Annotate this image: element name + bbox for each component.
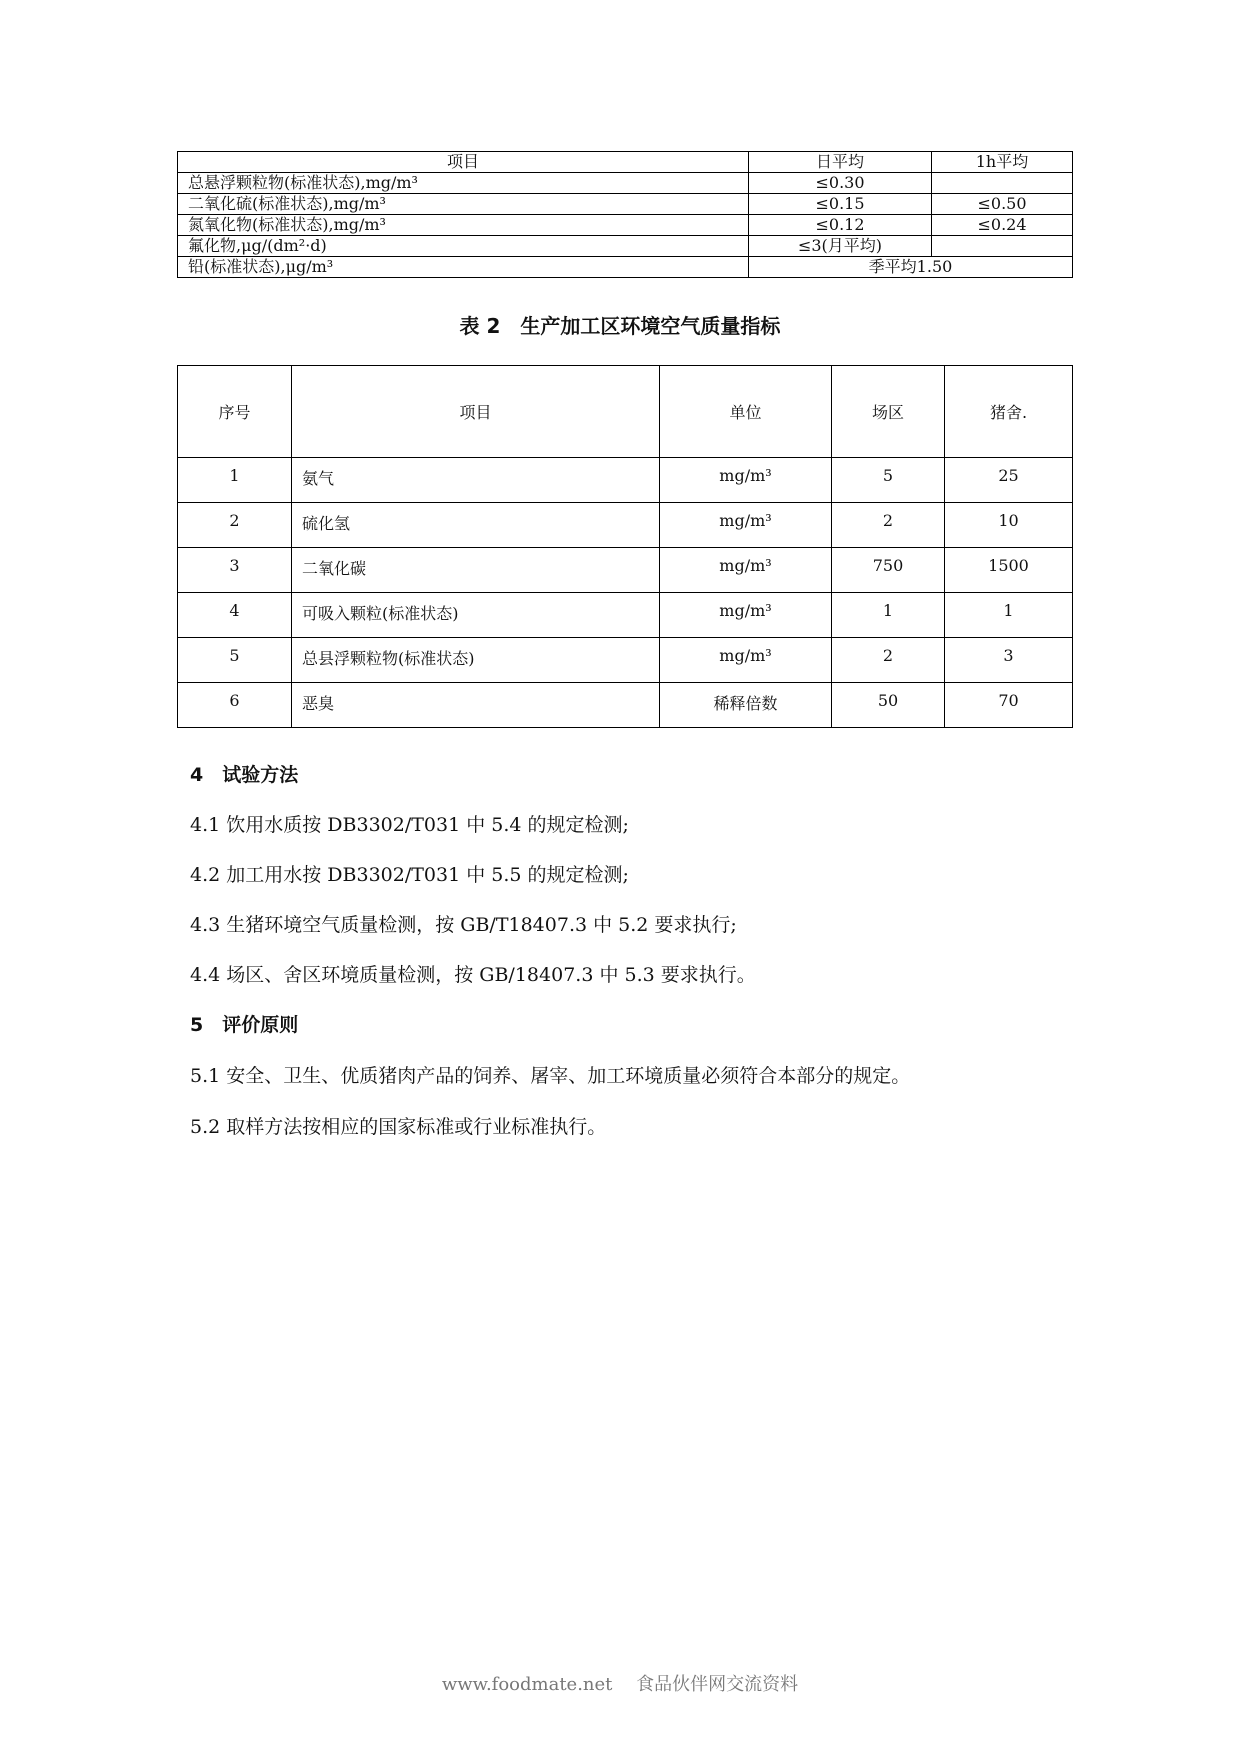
header-cell: 序号 <box>178 366 292 458</box>
hourly-cell: ≤0.50 <box>932 194 1073 215</box>
house-cell: 3 <box>945 638 1073 683</box>
hourly-cell: ≤0.24 <box>932 215 1073 236</box>
no-cell: 3 <box>178 548 292 593</box>
header-cell: 场区 <box>832 366 945 458</box>
header-cell: 单位 <box>660 366 832 458</box>
air-quality-table-2 <box>177 365 1073 728</box>
unit-cell: mg/m³ <box>660 638 832 683</box>
table-2-title: 表 2 生产加工区环境空气质量指标 <box>459 314 781 338</box>
paragraph: 4.2 加工用水按 DB3302/T031 中 5.5 的规定检测; <box>190 864 629 886</box>
house-cell: 1500 <box>945 548 1073 593</box>
item-cell: 可吸入颗粒(标准状态) <box>292 593 660 638</box>
header-cell: 猪舍. <box>945 366 1073 458</box>
table-header-row <box>178 152 1073 173</box>
table-row <box>178 215 1073 236</box>
unit-cell: mg/m³ <box>660 593 832 638</box>
house-cell: 1 <box>945 593 1073 638</box>
section-4-heading: 4 试验方法 <box>190 764 299 786</box>
footer-watermark: www.foodmate.net 食品伙伴网交流资料 <box>441 1674 799 1695</box>
table-row <box>178 236 1073 257</box>
header-cell: 日平均 <box>749 152 932 173</box>
value-cell: 季平均1.50 <box>749 257 1073 278</box>
item-cell: 铅(标准状态),μg/m³ <box>178 257 749 278</box>
table-header-row <box>178 366 1073 458</box>
item-cell: 氟化物,μg/(dm²·d) <box>178 236 749 257</box>
no-cell: 2 <box>178 503 292 548</box>
house-cell: 70 <box>945 683 1073 728</box>
unit-cell: mg/m³ <box>660 548 832 593</box>
unit-cell: 稀释倍数 <box>660 683 832 728</box>
paragraph: 5.2 取样方法按相应的国家标准或行业标准执行。 <box>190 1116 607 1138</box>
air-quality-table-1 <box>177 151 1073 278</box>
daily-cell: ≤3(月平均) <box>749 236 932 257</box>
field-cell: 1 <box>832 593 945 638</box>
no-cell: 4 <box>178 593 292 638</box>
field-cell: 2 <box>832 638 945 683</box>
item-cell: 恶臭 <box>292 683 660 728</box>
item-cell: 总县浮颗粒物(标准状态) <box>292 638 660 683</box>
no-cell: 6 <box>178 683 292 728</box>
daily-cell: ≤0.30 <box>749 173 932 194</box>
item-cell: 氨气 <box>292 458 660 503</box>
table-row <box>178 173 1073 194</box>
daily-cell: ≤0.12 <box>749 215 932 236</box>
field-cell: 2 <box>832 503 945 548</box>
field-cell: 5 <box>832 458 945 503</box>
field-cell: 750 <box>832 548 945 593</box>
item-cell: 氮氧化物(标准状态),mg/m³ <box>178 215 749 236</box>
table-row <box>178 638 1073 683</box>
paragraph: 4.3 生猪环境空气质量检测，按 GB/T18407.3 中 5.2 要求执行; <box>190 914 737 936</box>
hourly-cell <box>932 236 1073 257</box>
no-cell: 1 <box>178 458 292 503</box>
header-cell: 项目 <box>292 366 660 458</box>
item-cell: 二氧化碳 <box>292 548 660 593</box>
table-row <box>178 683 1073 728</box>
item-cell: 总悬浮颗粒物(标准状态),mg/m³ <box>178 173 749 194</box>
house-cell: 25 <box>945 458 1073 503</box>
house-cell: 10 <box>945 503 1073 548</box>
hourly-cell <box>932 173 1073 194</box>
paragraph: 4.4 场区、舍区环境质量检测，按 GB/18407.3 中 5.3 要求执行。 <box>190 964 756 986</box>
paragraph: 4.1 饮用水质按 DB3302/T031 中 5.4 的规定检测; <box>190 814 629 836</box>
no-cell: 5 <box>178 638 292 683</box>
unit-cell: mg/m³ <box>660 503 832 548</box>
field-cell: 50 <box>832 683 945 728</box>
paragraph: 5.1 安全、卫生、优质猪肉产品的饲养、屠宰、加工环境质量必须符合本部分的规定。 <box>190 1065 911 1087</box>
section-5-heading: 5 评价原则 <box>190 1014 299 1036</box>
table-row <box>178 257 1073 278</box>
item-cell: 二氧化硫(标准状态),mg/m³ <box>178 194 749 215</box>
table-row <box>178 458 1073 503</box>
table-row <box>178 503 1073 548</box>
header-cell: 项目 <box>178 152 749 173</box>
table-row <box>178 548 1073 593</box>
unit-cell: mg/m³ <box>660 458 832 503</box>
table-row <box>178 593 1073 638</box>
item-cell: 硫化氢 <box>292 503 660 548</box>
daily-cell: ≤0.15 <box>749 194 932 215</box>
header-cell: 1h平均 <box>932 152 1073 173</box>
table-row <box>178 194 1073 215</box>
